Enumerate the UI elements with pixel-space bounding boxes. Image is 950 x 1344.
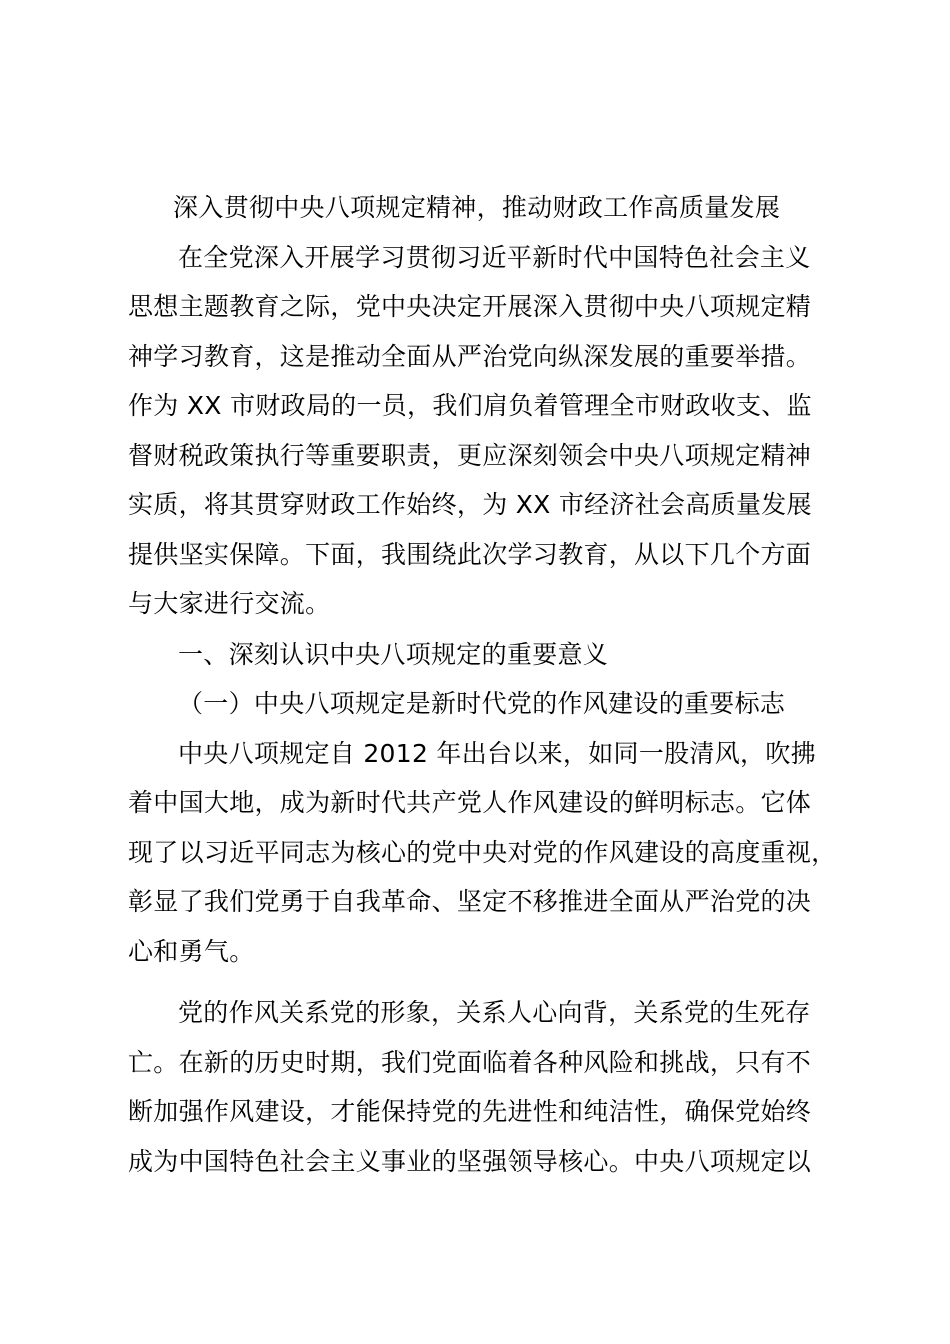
body-paragraph-2 [128, 988, 833, 1186]
paragraph-line: 作为 XX 市财政局的一员，我们肩负着管理全市财政收支、监 [128, 391, 812, 420]
paragraph-line: 成为中国特色社会主义事业的坚强领导核心。中央八项规定以 [128, 1146, 812, 1176]
document-title: 深入贯彻中央八项规定精神，推动财政工作高质量发展 [173, 193, 781, 222]
paragraph-line: 心和勇气。 [128, 936, 255, 966]
body-paragraph-1 [128, 729, 837, 977]
section-heading: 一、深刻认识中央八项规定的重要意义 [178, 639, 609, 669]
paragraph-line: 断加强作风建设，才能保持党的先进性和纯洁性，确保党始终 [128, 1097, 812, 1126]
paragraph-line: 党的作风关系党的形象，关系人心向背，关系党的生死存 [178, 998, 811, 1027]
paragraph-line: 着中国大地，成为新时代共产党人作风建设的鲜明标志。它体 [128, 788, 812, 817]
paragraph-line: 实质，将其贯穿财政工作始终，为 XX 市经济社会高质量发展 [128, 490, 812, 519]
paragraph-line: 在全党深入开展学习贯彻习近平新时代中国特色社会主义 [178, 242, 811, 272]
subsection-heading: （一）中央八项规定是新时代党的作风建设的重要标志 [178, 689, 786, 718]
intro-paragraph [128, 233, 833, 629]
paragraph-line: 思想主题教育之际，党中央决定开展深入贯彻中央八项规定精 [128, 292, 812, 321]
paragraph-line: 现了以习近平同志为核心的党中央对党的作风建设的高度重视， [128, 837, 837, 867]
paragraph-line: 彰显了我们党勇于自我革命、坚定不移推进全面从严治党的决 [128, 887, 812, 916]
paragraph-line: 神学习教育，这是推动全面从严治党向纵深发展的重要举措。 [128, 341, 812, 371]
document-body [128, 183, 837, 1186]
paragraph-line: 中央八项规定自 2012 年出台以来，如同一股清风，吹拂 [178, 738, 816, 768]
paragraph-line: 提供坚实保障。下面，我围绕此次学习教育，从以下几个方面 [128, 539, 812, 569]
paragraph-line: 督财税政策执行等重要职责，更应深刻领会中央八项规定精神 [128, 440, 812, 470]
paragraph-line: 亡。在新的历史时期，我们党面临着各种风险和挑战，只有不 [128, 1047, 812, 1077]
paragraph-line: 与大家进行交流。 [128, 589, 331, 618]
